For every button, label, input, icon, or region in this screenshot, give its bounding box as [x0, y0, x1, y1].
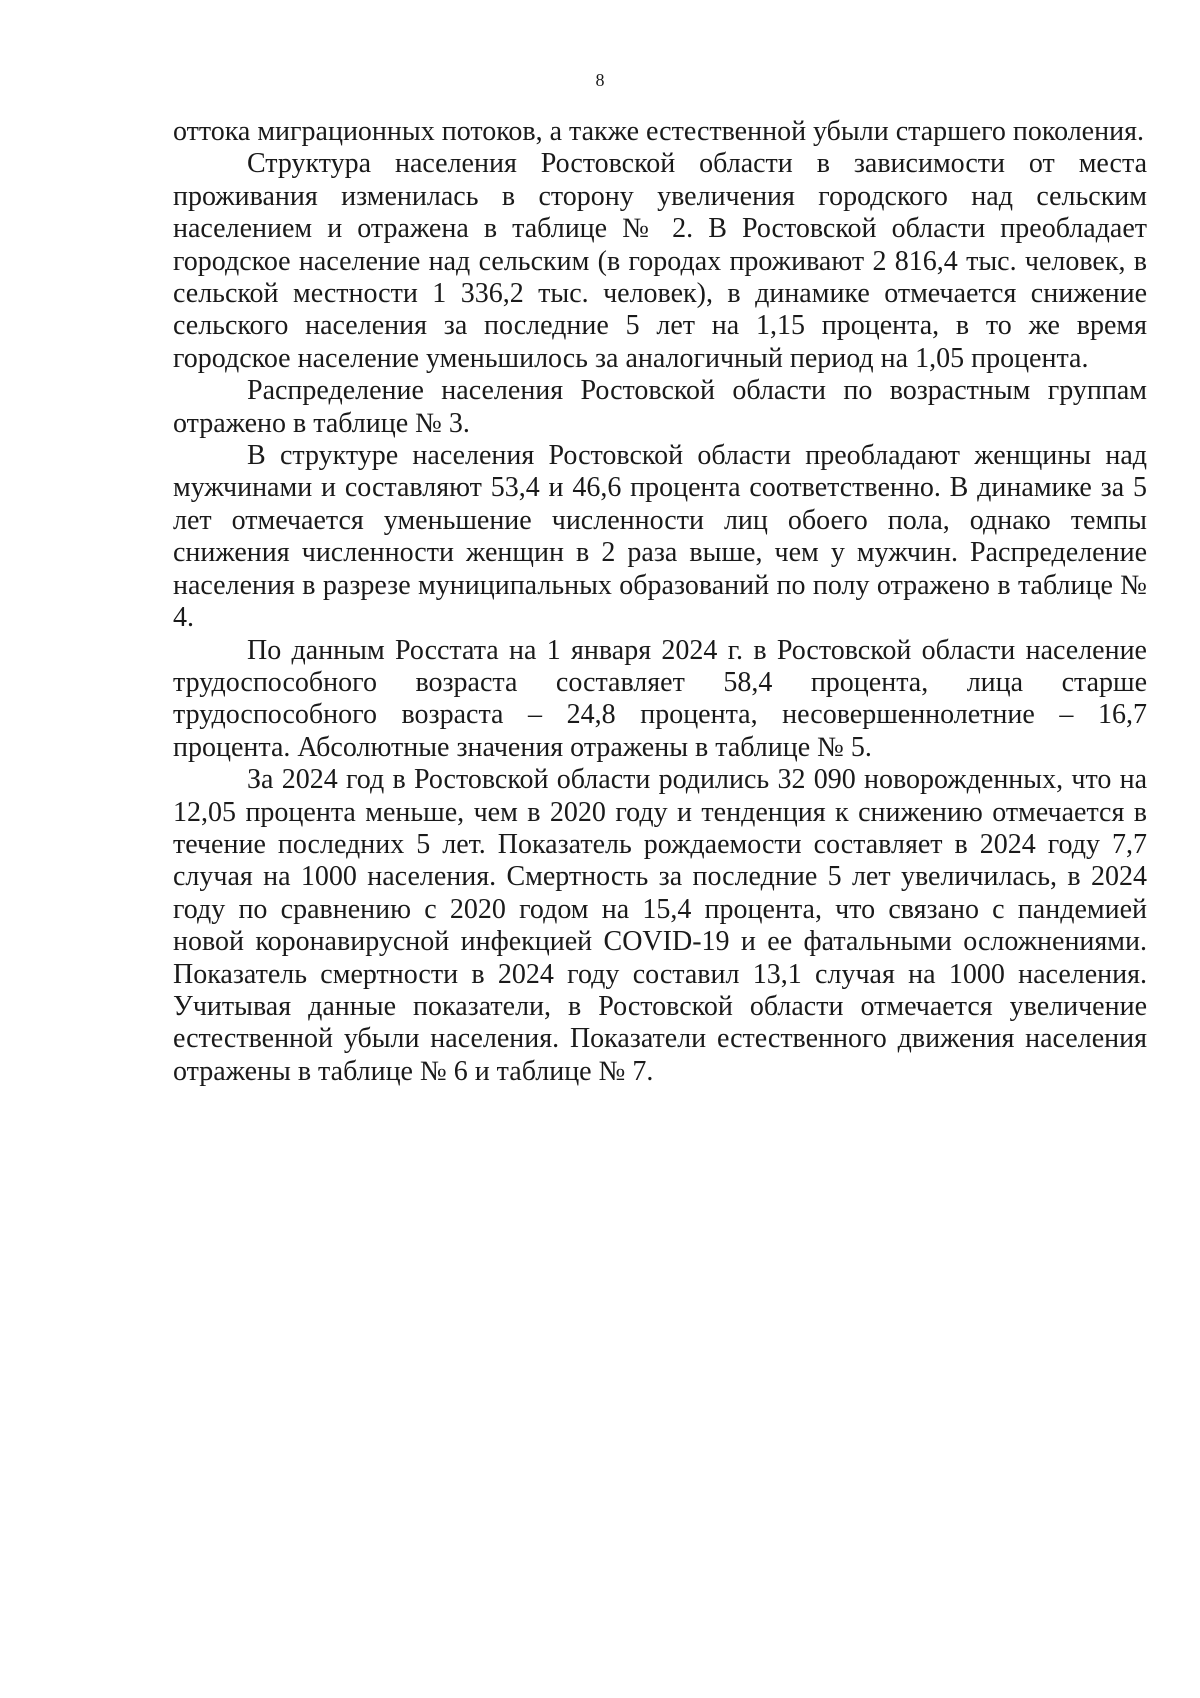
paragraph-migration-outflow: оттока миграционных потоков, а также естественной убыли старшего поколения. [173, 116, 1144, 147]
paragraph-gender-structure: В структуре населения Ростовской области преобладают женщины над мужчинами и составляют 53,4 и 46,6 процента соответственно. В динамике за 5 лет отмечается уменьшение численности лиц обоего пола, однако темпы снижения численности женщин в 2 раза выше, чем у мужчин. Распределение населения в разрезе муниципальных образований по полу отражено в таблице № 4. [173, 440, 1147, 634]
paragraph-urban-rural-structure: Структура населения Ростовской области в зависимости от места проживания изменилась в сторону увеличения городского над сельским населением и отражена в таблице № 2. В Ростовской области преобладает городское население над сельским (в городах проживают 2 816,4 тыс. человек, в сельской местности 1 336,2 тыс. человек), в динамике отмечается снижение сельского населения за последние 5 лет на 1,15 процента, в то же время городское население уменьшилось за аналогичный период на 1,05 процента. [173, 148, 1147, 374]
page-number: 8 [595, 70, 605, 90]
document-body [173, 116, 1147, 1088]
paragraph-births-deaths: За 2024 год в Ростовской области родились 32 090 новорожденных, что на 12,05 процента меньше, чем в 2020 году и тенденция к снижению отмечается в течение последних 5 лет. Показатель рождаемости составляет в 2024 году 7,7 случая на 1000 населения. Смертность за последние 5 лет увеличилась, в 2024 году по сравнению с 2020 годом на 15,4 процента, что связано с пандемией новой коронавирусной инфекцией COVID-19 и ее фатальными осложнениями. Показатель смертности в 2024 году составил 13,1 случая на 1000 населения. Учитывая данные показатели, в Ростовской области отмечается увеличение естественной убыли населения. Показатели естественного движения населения отражены в таблице № 6 и таблице № 7. [173, 764, 1147, 1087]
paragraph-working-age: По данным Росстата на 1 января 2024 г. в Ростовской области население трудоспособного возраста составляет 58,4 процента, лица старше трудоспособного возраста – 24,8 процента, несовершеннолетние – 16,7 процента. Абсолютные значения отражены в таблице № 5. [173, 634, 1147, 763]
paragraph-age-groups: Распределение населения Ростовской области по возрастным группам отражено в таблице № 3. [173, 375, 1147, 439]
